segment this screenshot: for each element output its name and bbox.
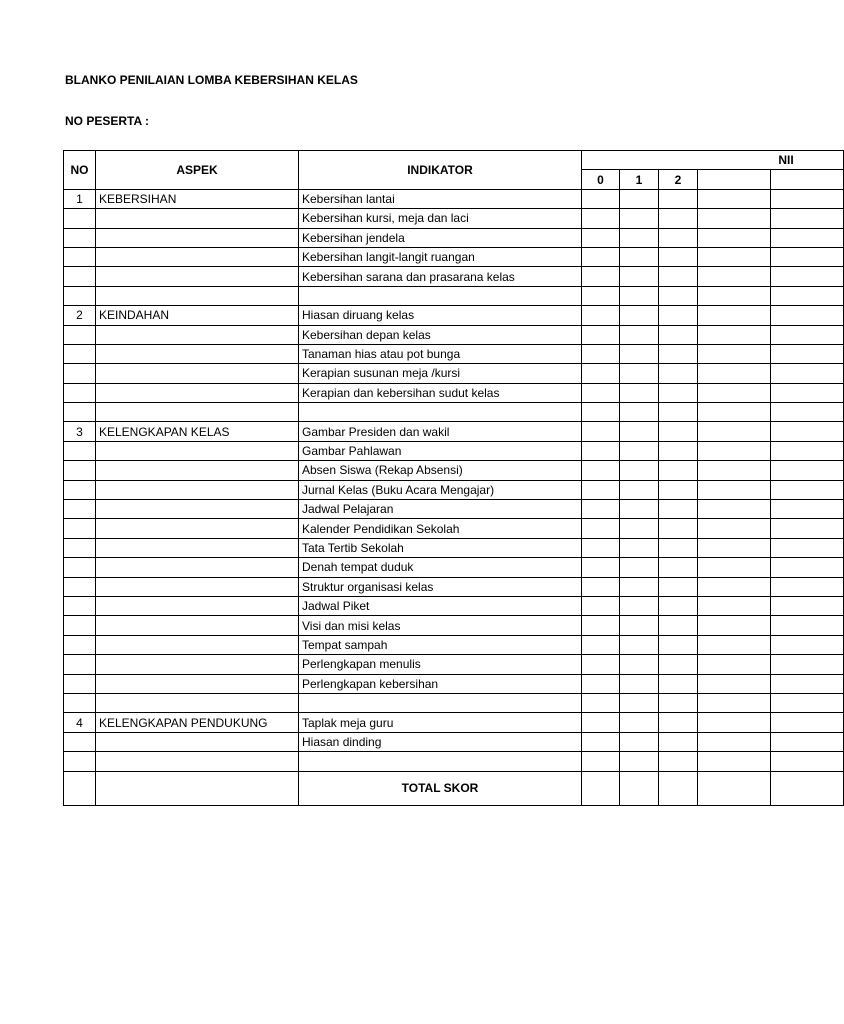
indicator-cell: Kebersihan sarana dan prasarana kelas <box>299 267 582 286</box>
score-cell[interactable] <box>698 500 771 519</box>
indicator-cell: Visi dan misi kelas <box>299 616 582 635</box>
aspect-cell <box>96 461 299 480</box>
score-cell[interactable] <box>582 674 620 693</box>
aspect-cell <box>96 538 299 557</box>
score-cell[interactable] <box>582 713 620 732</box>
score-cell[interactable] <box>771 577 844 596</box>
table-row <box>64 732 844 751</box>
score-cell[interactable] <box>582 519 620 538</box>
indicator-cell: Kebersihan depan kelas <box>299 325 582 344</box>
indicator-cell: Perlengkapan menulis <box>299 655 582 674</box>
score-header-4 <box>771 170 844 189</box>
score-cell[interactable] <box>659 577 698 596</box>
table-row <box>64 577 844 596</box>
score-cell[interactable] <box>771 752 844 771</box>
aspect-cell <box>96 558 299 577</box>
aspect-cell <box>96 577 299 596</box>
score-cell[interactable] <box>620 596 659 615</box>
table-row <box>64 267 844 286</box>
score-cell[interactable] <box>582 286 620 305</box>
score-cell[interactable] <box>659 693 698 712</box>
aspect-cell <box>96 267 299 286</box>
score-cell[interactable] <box>659 732 698 751</box>
score-header-0: 0 <box>582 170 620 189</box>
score-cell[interactable] <box>620 480 659 499</box>
score-cell[interactable] <box>659 519 698 538</box>
score-cell[interactable] <box>659 558 698 577</box>
aspect-cell <box>96 616 299 635</box>
score-cell[interactable] <box>582 189 620 208</box>
row-number <box>64 344 96 363</box>
total-score-cell[interactable] <box>620 771 659 805</box>
table-row <box>64 228 844 247</box>
score-cell[interactable] <box>698 441 771 460</box>
score-cell[interactable] <box>698 732 771 751</box>
indicator-cell <box>299 403 582 422</box>
score-cell[interactable] <box>659 752 698 771</box>
indicator-cell: Jadwal Piket <box>299 596 582 615</box>
score-cell[interactable] <box>771 325 844 344</box>
row-number <box>64 752 96 771</box>
row-number: 1 <box>64 189 96 208</box>
score-cell[interactable] <box>771 596 844 615</box>
row-number <box>64 558 96 577</box>
score-cell[interactable] <box>659 422 698 441</box>
score-cell[interactable] <box>582 306 620 325</box>
table-row <box>64 480 844 499</box>
indicator-cell: Jadwal Pelajaran <box>299 500 582 519</box>
score-cell[interactable] <box>771 558 844 577</box>
score-cell[interactable] <box>698 519 771 538</box>
score-cell[interactable] <box>771 189 844 208</box>
score-cell[interactable] <box>659 364 698 383</box>
total-score-cell[interactable] <box>698 771 771 805</box>
row-number <box>64 519 96 538</box>
total-score-cell[interactable] <box>771 771 844 805</box>
score-cell[interactable] <box>620 189 659 208</box>
score-cell[interactable] <box>771 441 844 460</box>
aspect-cell <box>96 480 299 499</box>
aspect-cell <box>96 519 299 538</box>
score-cell[interactable] <box>698 596 771 615</box>
score-cell[interactable] <box>659 267 698 286</box>
table-body <box>64 189 844 771</box>
score-cell[interactable] <box>620 306 659 325</box>
score-cell[interactable] <box>698 713 771 732</box>
score-cell[interactable] <box>659 538 698 557</box>
score-cell[interactable] <box>620 655 659 674</box>
score-cell[interactable] <box>659 189 698 208</box>
table-row <box>64 635 844 654</box>
aspect-cell <box>96 732 299 751</box>
score-cell[interactable] <box>582 635 620 654</box>
score-cell[interactable] <box>698 635 771 654</box>
score-cell[interactable] <box>771 713 844 732</box>
score-cell[interactable] <box>582 325 620 344</box>
score-cell[interactable] <box>582 228 620 247</box>
score-cell[interactable] <box>582 596 620 615</box>
table-row <box>64 344 844 363</box>
score-cell[interactable] <box>582 461 620 480</box>
score-cell[interactable] <box>659 480 698 499</box>
score-cell[interactable] <box>771 422 844 441</box>
score-cell[interactable] <box>620 383 659 402</box>
score-cell[interactable] <box>698 403 771 422</box>
score-cell[interactable] <box>582 500 620 519</box>
score-cell[interactable] <box>771 674 844 693</box>
row-number <box>64 732 96 751</box>
table-row <box>64 325 844 344</box>
score-cell[interactable] <box>771 538 844 557</box>
aspect-cell: KELENGKAPAN KELAS <box>96 422 299 441</box>
score-cell[interactable] <box>698 306 771 325</box>
score-cell[interactable] <box>620 344 659 363</box>
score-cell[interactable] <box>582 616 620 635</box>
row-number <box>64 635 96 654</box>
score-cell[interactable] <box>698 364 771 383</box>
table-row <box>64 461 844 480</box>
score-cell[interactable] <box>771 635 844 654</box>
row-number <box>64 209 96 228</box>
score-cell[interactable] <box>659 713 698 732</box>
score-cell[interactable] <box>771 693 844 712</box>
table-row <box>64 519 844 538</box>
score-cell[interactable] <box>582 364 620 383</box>
score-cell[interactable] <box>771 344 844 363</box>
score-cell[interactable] <box>771 519 844 538</box>
score-cell[interactable] <box>698 655 771 674</box>
score-cell[interactable] <box>698 267 771 286</box>
score-cell[interactable] <box>771 500 844 519</box>
score-cell[interactable] <box>620 461 659 480</box>
assessment-table-wrapper <box>63 150 794 810</box>
table-row <box>64 403 844 422</box>
score-cell[interactable] <box>659 247 698 266</box>
indicator-cell: Taplak meja guru <box>299 713 582 732</box>
score-cell[interactable] <box>771 461 844 480</box>
col-nilai-header: NII <box>582 151 844 170</box>
table-row <box>64 596 844 615</box>
indicator-cell: Kebersihan jendela <box>299 228 582 247</box>
row-number: 3 <box>64 422 96 441</box>
score-cell[interactable] <box>659 403 698 422</box>
row-number <box>64 267 96 286</box>
indicator-cell: Absen Siswa (Rekap Absensi) <box>299 461 582 480</box>
table-row <box>64 713 844 732</box>
score-cell[interactable] <box>620 422 659 441</box>
total-aspek-cell <box>96 771 299 805</box>
score-cell[interactable] <box>582 558 620 577</box>
score-cell[interactable] <box>620 558 659 577</box>
row-number: 4 <box>64 713 96 732</box>
score-cell[interactable] <box>659 209 698 228</box>
row-number <box>64 383 96 402</box>
score-cell[interactable] <box>771 655 844 674</box>
score-cell[interactable] <box>620 752 659 771</box>
score-header-3 <box>698 170 771 189</box>
score-cell[interactable] <box>620 635 659 654</box>
score-cell[interactable] <box>771 306 844 325</box>
table-row <box>64 306 844 325</box>
aspect-cell <box>96 344 299 363</box>
score-cell[interactable] <box>620 441 659 460</box>
score-cell[interactable] <box>620 616 659 635</box>
indicator-cell: Struktur organisasi kelas <box>299 577 582 596</box>
table-row <box>64 558 844 577</box>
score-cell[interactable] <box>620 403 659 422</box>
score-cell[interactable] <box>698 383 771 402</box>
indicator-cell <box>299 752 582 771</box>
col-indikator-header: INDIKATOR <box>299 151 582 190</box>
row-number <box>64 325 96 344</box>
indicator-cell: Gambar Presiden dan wakil <box>299 422 582 441</box>
assessment-table <box>63 150 844 806</box>
aspect-cell <box>96 441 299 460</box>
row-number <box>64 441 96 460</box>
indicator-cell <box>299 693 582 712</box>
score-cell[interactable] <box>582 693 620 712</box>
table-row <box>64 189 844 208</box>
aspect-cell <box>96 383 299 402</box>
row-number <box>64 480 96 499</box>
aspect-cell <box>96 674 299 693</box>
score-cell[interactable] <box>659 635 698 654</box>
aspect-cell <box>96 364 299 383</box>
indicator-cell: Kebersihan lantai <box>299 189 582 208</box>
aspect-cell <box>96 655 299 674</box>
score-cell[interactable] <box>698 228 771 247</box>
indicator-cell: Kebersihan langit-langit ruangan <box>299 247 582 266</box>
score-cell[interactable] <box>771 616 844 635</box>
form-title: BLANKO PENILAIAN LOMBA KEBERSIHAN KELAS <box>65 73 358 87</box>
score-cell[interactable] <box>698 693 771 712</box>
score-cell[interactable] <box>771 364 844 383</box>
indicator-cell: Perlengkapan kebersihan <box>299 674 582 693</box>
total-row <box>64 771 844 805</box>
score-cell[interactable] <box>582 655 620 674</box>
score-cell[interactable] <box>582 577 620 596</box>
table-row <box>64 364 844 383</box>
indicator-cell: Jurnal Kelas (Buku Acara Mengajar) <box>299 480 582 499</box>
score-cell[interactable] <box>659 441 698 460</box>
score-cell[interactable] <box>620 267 659 286</box>
score-cell[interactable] <box>582 538 620 557</box>
score-cell[interactable] <box>620 713 659 732</box>
header-row <box>64 151 844 170</box>
col-no-header: NO <box>64 151 96 190</box>
aspect-cell <box>96 228 299 247</box>
row-number <box>64 247 96 266</box>
score-cell[interactable] <box>698 422 771 441</box>
aspect-cell: KEBERSIHAN <box>96 189 299 208</box>
table-row <box>64 422 844 441</box>
indicator-cell: Hiasan diruang kelas <box>299 306 582 325</box>
score-cell[interactable] <box>771 732 844 751</box>
score-cell[interactable] <box>771 209 844 228</box>
indicator-cell: Tata Tertib Sekolah <box>299 538 582 557</box>
table-row <box>64 286 844 305</box>
score-cell[interactable] <box>620 577 659 596</box>
score-cell[interactable] <box>582 383 620 402</box>
row-number <box>64 228 96 247</box>
participant-number-label: NO PESERTA : <box>65 114 150 128</box>
indicator-cell: Tanaman hias atau pot bunga <box>299 344 582 363</box>
row-number <box>64 616 96 635</box>
score-cell[interactable] <box>771 286 844 305</box>
score-cell[interactable] <box>582 209 620 228</box>
row-number <box>64 461 96 480</box>
score-cell[interactable] <box>698 480 771 499</box>
table-row <box>64 247 844 266</box>
aspect-cell <box>96 635 299 654</box>
aspect-cell <box>96 286 299 305</box>
score-cell[interactable] <box>698 616 771 635</box>
score-cell[interactable] <box>582 247 620 266</box>
total-score-cell[interactable] <box>582 771 620 805</box>
table-row <box>64 616 844 635</box>
score-cell[interactable] <box>771 267 844 286</box>
row-number: 2 <box>64 306 96 325</box>
aspect-cell <box>96 596 299 615</box>
row-number <box>64 364 96 383</box>
table-row <box>64 752 844 771</box>
score-cell[interactable] <box>659 344 698 363</box>
score-cell[interactable] <box>659 500 698 519</box>
row-number <box>64 596 96 615</box>
indicator-cell <box>299 286 582 305</box>
score-cell[interactable] <box>659 596 698 615</box>
score-cell[interactable] <box>771 480 844 499</box>
aspect-cell: KELENGKAPAN PENDUKUNG <box>96 713 299 732</box>
score-cell[interactable] <box>659 616 698 635</box>
score-cell[interactable] <box>620 732 659 751</box>
row-number <box>64 577 96 596</box>
aspect-cell <box>96 752 299 771</box>
score-cell[interactable] <box>771 228 844 247</box>
row-number <box>64 538 96 557</box>
table-row <box>64 538 844 557</box>
table-row <box>64 500 844 519</box>
score-cell[interactable] <box>698 752 771 771</box>
score-cell[interactable] <box>659 674 698 693</box>
score-cell[interactable] <box>620 325 659 344</box>
score-cell[interactable] <box>620 247 659 266</box>
table-row <box>64 693 844 712</box>
score-header-2: 2 <box>659 170 698 189</box>
score-cell[interactable] <box>698 538 771 557</box>
score-cell[interactable] <box>659 306 698 325</box>
indicator-cell: Gambar Pahlawan <box>299 441 582 460</box>
total-score-label: TOTAL SKOR <box>299 771 582 805</box>
score-cell[interactable] <box>698 325 771 344</box>
table-row <box>64 383 844 402</box>
score-cell[interactable] <box>620 228 659 247</box>
score-cell[interactable] <box>698 558 771 577</box>
score-cell[interactable] <box>698 286 771 305</box>
indicator-cell: Hiasan dinding <box>299 732 582 751</box>
score-cell[interactable] <box>659 228 698 247</box>
score-cell[interactable] <box>620 286 659 305</box>
score-cell[interactable] <box>582 267 620 286</box>
score-cell[interactable] <box>771 247 844 266</box>
row-number <box>64 500 96 519</box>
table-row <box>64 209 844 228</box>
indicator-cell: Kerapian dan kebersihan sudut kelas <box>299 383 582 402</box>
score-cell[interactable] <box>620 519 659 538</box>
score-cell[interactable] <box>698 209 771 228</box>
total-no-cell <box>64 771 96 805</box>
score-cell[interactable] <box>659 461 698 480</box>
score-cell[interactable] <box>620 364 659 383</box>
indicator-cell: Tempat sampah <box>299 635 582 654</box>
indicator-cell: Kerapian susunan meja /kursi <box>299 364 582 383</box>
score-cell[interactable] <box>620 674 659 693</box>
score-cell[interactable] <box>659 286 698 305</box>
score-cell[interactable] <box>620 538 659 557</box>
score-cell[interactable] <box>698 461 771 480</box>
table-row <box>64 655 844 674</box>
row-number <box>64 286 96 305</box>
score-cell[interactable] <box>659 325 698 344</box>
score-cell[interactable] <box>582 480 620 499</box>
row-number <box>64 693 96 712</box>
score-header-1: 1 <box>620 170 659 189</box>
score-cell[interactable] <box>582 422 620 441</box>
table-row <box>64 674 844 693</box>
score-cell[interactable] <box>698 344 771 363</box>
score-cell[interactable] <box>582 344 620 363</box>
aspect-cell <box>96 500 299 519</box>
indicator-cell: Kebersihan kursi, meja dan laci <box>299 209 582 228</box>
score-cell[interactable] <box>582 441 620 460</box>
score-cell[interactable] <box>620 693 659 712</box>
aspect-cell: KEINDAHAN <box>96 306 299 325</box>
score-cell[interactable] <box>771 383 844 402</box>
table-row <box>64 441 844 460</box>
aspect-cell <box>96 209 299 228</box>
row-number <box>64 403 96 422</box>
total-score-cell[interactable] <box>659 771 698 805</box>
aspect-cell <box>96 403 299 422</box>
score-cell[interactable] <box>659 383 698 402</box>
indicator-cell: Kalender Pendidikan Sekolah <box>299 519 582 538</box>
aspect-cell <box>96 247 299 266</box>
aspect-cell <box>96 693 299 712</box>
indicator-cell: Denah tempat duduk <box>299 558 582 577</box>
col-aspek-header: ASPEK <box>96 151 299 190</box>
score-cell[interactable] <box>620 209 659 228</box>
score-cell[interactable] <box>771 403 844 422</box>
score-cell[interactable] <box>620 500 659 519</box>
score-cell[interactable] <box>698 247 771 266</box>
score-cell[interactable] <box>582 403 620 422</box>
score-cell[interactable] <box>698 674 771 693</box>
aspect-cell <box>96 325 299 344</box>
score-cell[interactable] <box>582 752 620 771</box>
score-cell[interactable] <box>582 732 620 751</box>
score-cell[interactable] <box>698 577 771 596</box>
row-number <box>64 674 96 693</box>
score-cell[interactable] <box>698 189 771 208</box>
score-cell[interactable] <box>659 655 698 674</box>
row-number <box>64 655 96 674</box>
